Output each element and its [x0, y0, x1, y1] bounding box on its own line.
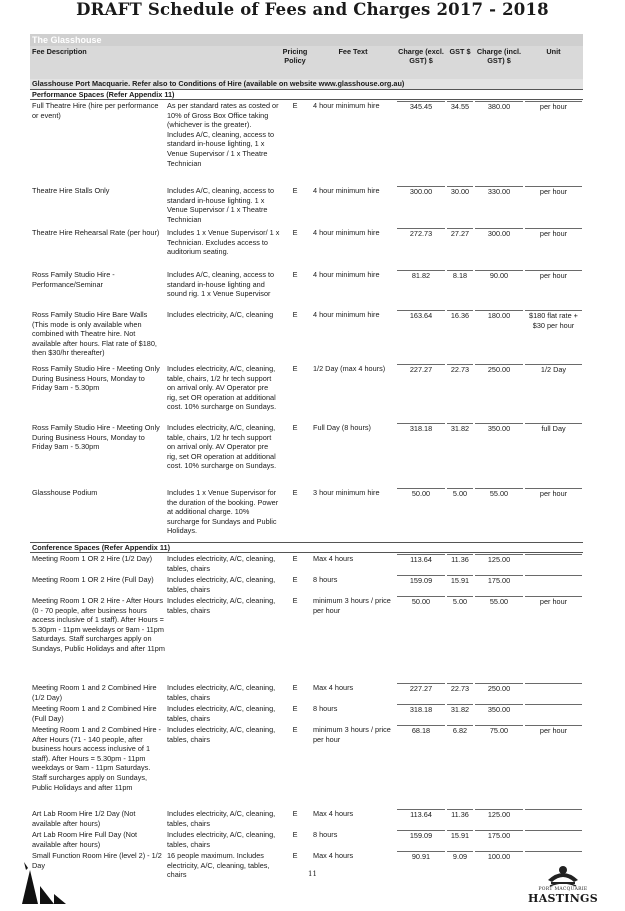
fee-detail: Includes electricity, A/C, cleaning, tables, chairs	[167, 596, 276, 615]
charge-incl-gst: 125.00	[475, 809, 523, 820]
charge-incl-gst-cell	[474, 575, 524, 595]
unit: per hour	[525, 270, 582, 281]
charge-incl-gst-cell	[474, 101, 524, 185]
unit	[525, 683, 582, 693]
page-title: DRAFT Schedule of Fees and Charges 2017 - 2018	[76, 0, 549, 19]
gst-amount-cell	[446, 186, 474, 227]
fee-text: 4 hour minimum hire	[313, 228, 380, 237]
charge-incl-gst: 380.00	[475, 101, 523, 112]
charge-excl-gst: 318.18	[397, 704, 445, 715]
charge-excl-gst-cell	[396, 704, 446, 724]
pricing-policy: E	[292, 830, 298, 839]
gst-amount: 31.82	[447, 423, 473, 434]
charge-excl-gst-cell	[396, 228, 446, 269]
logo-brand-top: PORT MACQUARIE	[538, 887, 588, 892]
unit: per hour	[525, 101, 582, 112]
gst-amount: 8.18	[447, 270, 473, 281]
charge-excl-gst: 159.09	[397, 575, 445, 586]
gst-amount: 27.27	[447, 228, 473, 239]
pricing-policy: E	[292, 725, 298, 734]
fee-text: 8 hours	[313, 575, 338, 584]
gst-amount: 16.36	[447, 310, 473, 321]
fee-description: Art Lab Room Hire 1/2 Day (Not available after hours)	[32, 809, 136, 828]
fee-detail: Includes electricity, A/C, cleaning, tables, chairs	[167, 725, 276, 744]
fee-description: Theatre Hire Rehearsal Rate (per hour)	[32, 228, 160, 237]
fee-description: Meeting Room 1 and 2 Combined Hire - After Hours (71 - 140 people, after business hours access inclusive of 1 staff). After Hours = 5.30pm - 11pm weekdays or 9am - 11pm Saturdays. Staff surcharges apply on Sundays, Public Holidays and after 11pm	[32, 725, 161, 792]
charge-incl-gst-cell	[474, 830, 524, 850]
table-row	[30, 185, 583, 227]
header-pricing-policy: Pricing Policy	[282, 47, 308, 65]
charge-excl-gst-cell	[396, 101, 446, 185]
unit: 1/2 Day	[525, 364, 582, 375]
table-header	[30, 46, 583, 79]
table-row	[30, 703, 583, 724]
unit-cell	[524, 575, 583, 595]
gst-amount-cell	[446, 488, 474, 542]
page-number: 11	[308, 870, 317, 878]
fee-description: Ross Family Studio Hire - Meeting Only During Business Hours, Monday to Friday 9am - 5.30pm	[32, 423, 160, 452]
charge-excl-gst: 113.64	[397, 554, 445, 565]
charge-excl-gst-cell	[396, 725, 446, 808]
fee-text: 1/2 Day (max 4 hours)	[313, 364, 386, 373]
charge-incl-gst: 55.00	[475, 596, 523, 607]
table-row	[30, 682, 583, 703]
unit-cell	[524, 554, 583, 574]
gst-amount-cell	[446, 704, 474, 724]
charge-incl-gst-cell	[474, 228, 524, 269]
fee-detail: Includes electricity, A/C, cleaning	[167, 310, 274, 319]
unit	[525, 809, 582, 819]
gst-amount: 11.36	[447, 554, 473, 565]
charge-excl-gst-cell	[396, 364, 446, 422]
fee-description: Small Function Room Hire (level 2) - 1/2 Day	[32, 851, 162, 870]
fee-description: Ross Family Studio Hire - Meeting Only During Business Hours, Monday to Friday 9am - 5.30pm	[32, 364, 160, 393]
charge-excl-gst: 163.64	[397, 310, 445, 321]
unit-cell	[524, 186, 583, 227]
fee-detail: Includes 1 x Venue Supervisor for the duration of the booking. Power at additional charge. 10% surcharge for Sundays and Public Holidays.	[167, 488, 279, 536]
table-row	[30, 422, 583, 487]
fee-description: Glasshouse Podium	[32, 488, 98, 497]
pricing-policy: E	[292, 851, 298, 860]
unit-cell	[524, 830, 583, 850]
table-row	[30, 363, 583, 422]
fee-detail: Includes 1 x Venue Supervisor/ 1 x Technician. Excludes access to auditorium seating.	[167, 228, 280, 257]
table-row	[30, 595, 583, 682]
unit-cell	[524, 683, 583, 703]
charge-excl-gst: 68.18	[397, 725, 445, 736]
table-row	[30, 553, 583, 574]
gst-amount-cell	[446, 575, 474, 595]
gst-amount-cell	[446, 270, 474, 309]
unit: per hour	[525, 186, 582, 197]
pricing-policy: E	[292, 704, 298, 713]
logo-brand-main: HASTINGS	[528, 892, 598, 905]
fee-detail: Includes electricity, A/C, cleaning, tables, chairs	[167, 809, 276, 828]
charge-incl-gst-cell	[474, 725, 524, 808]
fee-text: 8 hours	[313, 830, 338, 839]
charge-excl-gst-cell	[396, 186, 446, 227]
charge-incl-gst-cell	[474, 488, 524, 542]
charge-incl-gst: 100.00	[475, 851, 523, 862]
charge-incl-gst: 90.00	[475, 270, 523, 281]
fee-text: minimum 3 hours / price per hour	[313, 596, 391, 615]
charge-incl-gst-cell	[474, 270, 524, 309]
charge-incl-gst: 250.00	[475, 683, 523, 694]
fee-text: Max 4 hours	[313, 683, 354, 692]
header-fee-description: Fee Description	[32, 47, 87, 56]
charge-incl-gst: 350.00	[475, 423, 523, 434]
section-title: The Glasshouse	[30, 34, 583, 46]
venue-intro: Glasshouse Port Macquarie. Refer also to Conditions of Hire (available on website www.glasshouse.org.au)	[30, 79, 583, 89]
gst-amount: 30.00	[447, 186, 473, 197]
table-row	[30, 100, 583, 185]
unit: per hour	[525, 725, 582, 736]
fee-description: Full Theatre Hire (hire per performance or event)	[32, 101, 159, 120]
charge-excl-gst-cell	[396, 423, 446, 487]
fee-text: Max 4 hours	[313, 554, 354, 563]
charge-incl-gst: 300.00	[475, 228, 523, 239]
fee-detail: Includes A/C, cleaning, access to standard in-house lighting. 1 x Venue Supervisor / 1 x Theatre Technician	[167, 186, 275, 224]
gst-amount: 9.09	[447, 851, 473, 862]
charge-incl-gst-cell	[474, 704, 524, 724]
charge-excl-gst: 345.45	[397, 101, 445, 112]
pricing-policy: E	[292, 270, 298, 279]
gst-amount: 15.91	[447, 575, 473, 586]
pricing-policy: E	[292, 364, 298, 373]
fee-description: Ross Family Studio Hire - Performance/Seminar	[32, 270, 115, 289]
gst-amount-cell	[446, 364, 474, 422]
table-row	[30, 309, 583, 363]
charge-incl-gst-cell	[474, 554, 524, 574]
charge-excl-gst: 90.91	[397, 851, 445, 862]
gst-amount: 22.73	[447, 683, 473, 694]
unit-cell	[524, 270, 583, 309]
charge-excl-gst: 159.09	[397, 830, 445, 841]
header-charge-excl: Charge (excl. GST) $	[398, 47, 444, 65]
gst-amount: 5.00	[447, 596, 473, 607]
fee-description: Ross Family Studio Hire Bare Walls (This mode is only available when combined with Theatre hire. Not available after hours. Flat rate of $180, then $30/hr thereafter)	[32, 310, 157, 358]
fee-detail: Includes electricity, A/C, cleaning, tables, chairs	[167, 575, 276, 594]
charge-incl-gst: 55.00	[475, 488, 523, 499]
council-logo	[528, 860, 598, 906]
charge-excl-gst-cell	[396, 830, 446, 850]
fee-detail: Includes electricity, A/C, cleaning, tables, chairs	[167, 683, 276, 702]
charge-incl-gst-cell	[474, 596, 524, 682]
charge-excl-gst-cell	[396, 575, 446, 595]
gst-amount: 34.55	[447, 101, 473, 112]
charge-incl-gst: 330.00	[475, 186, 523, 197]
charge-excl-gst: 113.64	[397, 809, 445, 820]
fee-text: 4 hour minimum hire	[313, 270, 380, 279]
unit	[525, 830, 582, 840]
subsection-title: Conference Spaces (Refer Appendix 11)	[30, 542, 583, 553]
unit-cell	[524, 310, 583, 363]
gst-amount-cell	[446, 809, 474, 829]
charge-incl-gst-cell	[474, 423, 524, 487]
charge-incl-gst: 250.00	[475, 364, 523, 375]
fee-text: minimum 3 hours / price per hour	[313, 725, 391, 744]
header-spacer	[165, 47, 280, 79]
pricing-policy: E	[292, 310, 298, 319]
charge-excl-gst-cell	[396, 554, 446, 574]
header-gst: GST $	[449, 47, 471, 56]
charge-excl-gst-cell	[396, 310, 446, 363]
table-row	[30, 829, 583, 850]
fee-detail: Includes electricity, A/C, cleaning, tables, chairs	[167, 554, 276, 573]
charge-excl-gst-cell	[396, 488, 446, 542]
fee-text: Max 4 hours	[313, 809, 354, 818]
fee-detail: Includes A/C, cleaning, access to standard in-house lighting and sound rig. 1 x Venue Supervisor	[167, 270, 275, 299]
header-unit: Unit	[546, 47, 561, 56]
pricing-policy: E	[292, 228, 298, 237]
table-body	[30, 89, 583, 890]
fee-description: Art Lab Room Hire Full Day (Not available after hours)	[32, 830, 138, 849]
charge-excl-gst: 300.00	[397, 186, 445, 197]
unit-cell	[524, 488, 583, 542]
gst-amount-cell	[446, 228, 474, 269]
fee-description: Meeting Room 1 and 2 Combined Hire (Full Day)	[32, 704, 157, 723]
charge-incl-gst: 125.00	[475, 554, 523, 565]
header-fee-text: Fee Text	[338, 47, 368, 56]
fee-description: Meeting Room 1 OR 2 Hire (Full Day)	[32, 575, 154, 584]
pricing-policy: E	[292, 575, 298, 584]
unit-cell	[524, 101, 583, 185]
charge-incl-gst: 175.00	[475, 575, 523, 586]
gst-amount: 5.00	[447, 488, 473, 499]
fee-description: Meeting Room 1 OR 2 Hire - After Hours (0 - 70 people, after business hours access inclusive of 1 staff). After Hours = 5.30pm - 11pm weekdays or 9am - 11pm Saturdays. Staff surcharges apply on Sundays, Public Holidays and after 11pm	[32, 596, 165, 653]
pricing-policy: E	[292, 423, 298, 432]
unit-cell	[524, 704, 583, 724]
pricing-policy: E	[292, 488, 298, 497]
unit: per hour	[525, 488, 582, 499]
fee-detail: Includes electricity, A/C, cleaning, tables, chairs	[167, 704, 276, 723]
fee-text: 4 hour minimum hire	[313, 101, 380, 110]
gst-amount: 6.82	[447, 725, 473, 736]
subsection-title: Performance Spaces (Refer Appendix 11)	[30, 89, 583, 100]
unit	[525, 554, 582, 564]
table-row	[30, 487, 583, 542]
gst-amount-cell	[446, 310, 474, 363]
fee-detail: Includes electricity, A/C, cleaning, table, chairs, 1/2 hr tech support on arrival only. AV Operator pre rig, set OR operation at additional cost. 10% surcharge on Sundays.	[167, 364, 277, 412]
logo-left	[22, 858, 82, 906]
unit	[525, 704, 582, 714]
fee-detail: Includes electricity, A/C, cleaning, tables, chairs	[167, 830, 276, 849]
charge-incl-gst-cell	[474, 186, 524, 227]
fee-text: 4 hour minimum hire	[313, 310, 380, 319]
unit: per hour	[525, 228, 582, 239]
pricing-policy: E	[292, 186, 298, 195]
charge-incl-gst-cell	[474, 310, 524, 363]
charge-excl-gst-cell	[396, 809, 446, 829]
charge-excl-gst: 50.00	[397, 596, 445, 607]
charge-excl-gst: 318.18	[397, 423, 445, 434]
pricing-policy: E	[292, 596, 298, 605]
table-row	[30, 574, 583, 595]
gst-amount-cell	[446, 423, 474, 487]
charge-incl-gst: 75.00	[475, 725, 523, 736]
charge-excl-gst-cell	[396, 596, 446, 682]
fees-table	[30, 34, 583, 890]
fee-text: 3 hour minimum hire	[313, 488, 380, 497]
header-charge-incl: Charge (incl. GST) $	[476, 47, 522, 65]
fee-text: Max 4 hours	[313, 851, 354, 860]
unit-cell	[524, 596, 583, 682]
table-row	[30, 724, 583, 808]
gst-amount: 22.73	[447, 364, 473, 375]
pricing-policy: E	[292, 101, 298, 110]
fee-detail: 16 people maximum. Includes electricity, A/C, cleaning, tables, chairs	[167, 851, 270, 880]
gst-amount: 31.82	[447, 704, 473, 715]
fee-text: 4 hour minimum hire	[313, 186, 380, 195]
unit-cell	[524, 364, 583, 422]
table-row	[30, 269, 583, 309]
gst-amount-cell	[446, 725, 474, 808]
charge-incl-gst-cell	[474, 809, 524, 829]
table-row	[30, 227, 583, 269]
fee-description: Meeting Room 1 OR 2 Hire (1/2 Day)	[32, 554, 153, 563]
charge-incl-gst: 350.00	[475, 704, 523, 715]
fee-detail: Includes electricity, A/C, cleaning, table, chairs, 1/2 hr tech support on arrival only. AV Operator pre rig, set OR operation at additional cost. 10% surcharge on Sundays.	[167, 423, 277, 471]
unit: full Day	[525, 423, 582, 434]
gst-amount: 15.91	[447, 830, 473, 841]
gst-amount-cell	[446, 101, 474, 185]
unit: per hour	[525, 596, 582, 607]
charge-incl-gst: 180.00	[475, 310, 523, 321]
unit: $180 flat rate + $30 per hour	[525, 310, 582, 330]
unit-cell	[524, 423, 583, 487]
seal-icon	[528, 860, 598, 888]
gst-amount-cell	[446, 830, 474, 850]
charge-excl-gst-cell	[396, 270, 446, 309]
charge-excl-gst: 50.00	[397, 488, 445, 499]
gst-amount: 11.36	[447, 809, 473, 820]
unit-cell	[524, 725, 583, 808]
charge-excl-gst: 81.82	[397, 270, 445, 281]
fee-description: Meeting Room 1 and 2 Combined Hire (1/2 Day)	[32, 683, 157, 702]
unit-cell	[524, 228, 583, 269]
table-row	[30, 808, 583, 829]
gst-amount-cell	[446, 554, 474, 574]
fee-text: 8 hours	[313, 704, 338, 713]
pricing-policy: E	[292, 809, 298, 818]
unit	[525, 575, 582, 585]
charge-excl-gst: 227.27	[397, 364, 445, 375]
charge-excl-gst-cell	[396, 683, 446, 703]
pricing-policy: E	[292, 554, 298, 563]
gst-amount-cell	[446, 683, 474, 703]
charge-incl-gst: 175.00	[475, 830, 523, 841]
unit-cell	[524, 809, 583, 829]
charge-incl-gst-cell	[474, 683, 524, 703]
charge-incl-gst-cell	[474, 364, 524, 422]
fee-detail: As per standard rates as costed or 10% of Gross Box Office taking (whichever is the greater). Includes A/C, cleaning, access to standard in-house lighting, 1 x Venue Supervisor / 1 x Theatre Technician	[167, 101, 279, 168]
charge-excl-gst: 272.73	[397, 228, 445, 239]
arrow-logo-icon	[22, 858, 82, 906]
fee-text: Full Day (8 hours)	[313, 423, 371, 432]
fee-description: Theatre Hire Stalls Only	[32, 186, 110, 195]
charge-excl-gst: 227.27	[397, 683, 445, 694]
gst-amount-cell	[446, 596, 474, 682]
pricing-policy: E	[292, 683, 298, 692]
